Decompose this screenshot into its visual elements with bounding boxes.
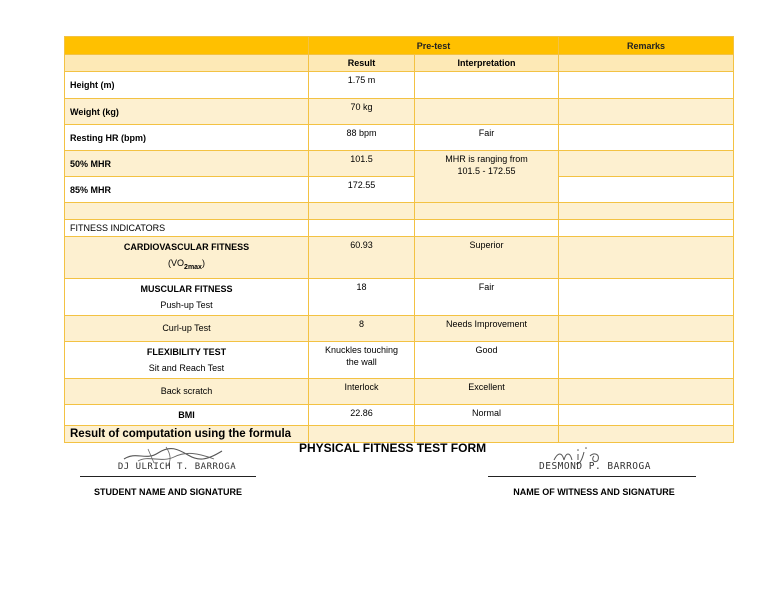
back-scratch-remarks [559, 378, 734, 404]
muscular-title: MUSCULAR FITNESS [140, 283, 233, 294]
interpretation-header: Interpretation [415, 55, 559, 72]
pretest-header: Pre-test [309, 37, 559, 55]
curlup-label: Curl-up Test [65, 315, 309, 341]
resting-hr-interpretation: Fair [415, 125, 559, 151]
weight-remarks [559, 99, 734, 125]
fitness-indicators-label: FITNESS INDICATORS [65, 220, 309, 237]
fitness-indicators-cell [559, 220, 734, 237]
cardio-result: 60.93 [309, 237, 415, 279]
fitness-test-table [64, 36, 734, 443]
sit-reach-result [309, 341, 415, 378]
bmi-label: BMI [65, 404, 309, 425]
resting-hr-result: 88 bpm [309, 125, 415, 151]
flexibility-title: FLEXIBILITY TEST [146, 346, 227, 357]
sit-reach-result-line1: Knuckles touching [324, 344, 399, 355]
spacer-cell [559, 203, 734, 220]
sit-reach-interpretation: Good [415, 341, 559, 378]
back-scratch-interpretation: Excellent [415, 378, 559, 404]
witness-caption: NAME OF WITNESS AND SIGNATURE [513, 487, 675, 497]
resting-hr-label: Resting HR (bpm) [65, 125, 309, 151]
spacer-cell [65, 203, 309, 220]
spacer-cell [415, 203, 559, 220]
sit-reach-label: Sit and Reach Test [148, 362, 225, 373]
vo2-prefix: (VO [168, 258, 185, 268]
pushup-remarks [559, 278, 734, 315]
curlup-result: 8 [309, 315, 415, 341]
pushup-result: 18 [309, 278, 415, 315]
witness-name: DESMOND P. BARROGA [539, 461, 651, 472]
pushup-interpretation: Fair [415, 278, 559, 315]
bmi-remarks [559, 404, 734, 425]
spacer-cell [309, 203, 415, 220]
result-header: Result [309, 55, 415, 72]
student-caption: STUDENT NAME AND SIGNATURE [94, 487, 242, 497]
vo2-suffix: ) [201, 258, 205, 268]
cardio-remarks [559, 237, 734, 279]
muscular-label [65, 278, 309, 315]
back-scratch-result: Interlock [309, 378, 415, 404]
height-label: Height (m) [65, 72, 309, 99]
mhr85-result: 172.55 [309, 177, 415, 203]
witness-signature-line [488, 476, 696, 477]
curlup-remarks [559, 315, 734, 341]
mhr50-label: 50% MHR [65, 151, 309, 177]
sit-reach-result-line2: the wall [346, 356, 377, 367]
formula-interpretation [415, 425, 559, 442]
weight-interpretation [415, 99, 559, 125]
mhr-interpretation-line1: MHR is ranging from [445, 154, 528, 164]
fitness-indicators-cell [415, 220, 559, 237]
bmi-interpretation: Normal [415, 404, 559, 425]
mhr50-result: 101.5 [309, 151, 415, 177]
sit-reach-remarks [559, 341, 734, 378]
formula-remarks [559, 425, 734, 442]
header-blank-cell [65, 37, 309, 55]
cardio-interpretation: Superior [415, 237, 559, 279]
flexibility-label [65, 341, 309, 378]
mhr-interpretation [415, 151, 559, 203]
student-name: DJ ULRICH T. BARROGA [117, 462, 237, 472]
weight-label: Weight (kg) [65, 99, 309, 125]
height-interpretation [415, 72, 559, 99]
subheader-blank-cell [65, 55, 309, 72]
mhr50-remarks [559, 151, 734, 177]
cardio-label [65, 237, 309, 279]
mhr85-remarks [559, 177, 734, 203]
vo2-label [168, 258, 205, 271]
weight-result: 70 kg [309, 99, 415, 125]
remarks-subheader-cell [559, 55, 734, 72]
fitness-indicators-cell [309, 220, 415, 237]
curlup-interpretation: Needs Improvement [415, 315, 559, 341]
mhr85-label: 85% MHR [65, 177, 309, 203]
resting-hr-remarks [559, 125, 734, 151]
vo2-subscript: 2max [184, 263, 202, 271]
formula-label: Result of computation using the formula [65, 425, 309, 442]
form-title: PHYSICAL FITNESS TEST FORM [299, 441, 487, 455]
remarks-header: Remarks [559, 37, 734, 55]
height-remarks [559, 72, 734, 99]
student-signature-line [80, 476, 256, 477]
back-scratch-label: Back scratch [65, 378, 309, 404]
height-result: 1.75 m [309, 72, 415, 99]
pushup-label: Push-up Test [160, 299, 213, 310]
formula-result [309, 425, 415, 442]
cardio-title: CARDIOVASCULAR FITNESS [123, 242, 250, 252]
mhr-interpretation-line2: 101.5 - 172.55 [457, 166, 516, 176]
bmi-result: 22.86 [309, 404, 415, 425]
